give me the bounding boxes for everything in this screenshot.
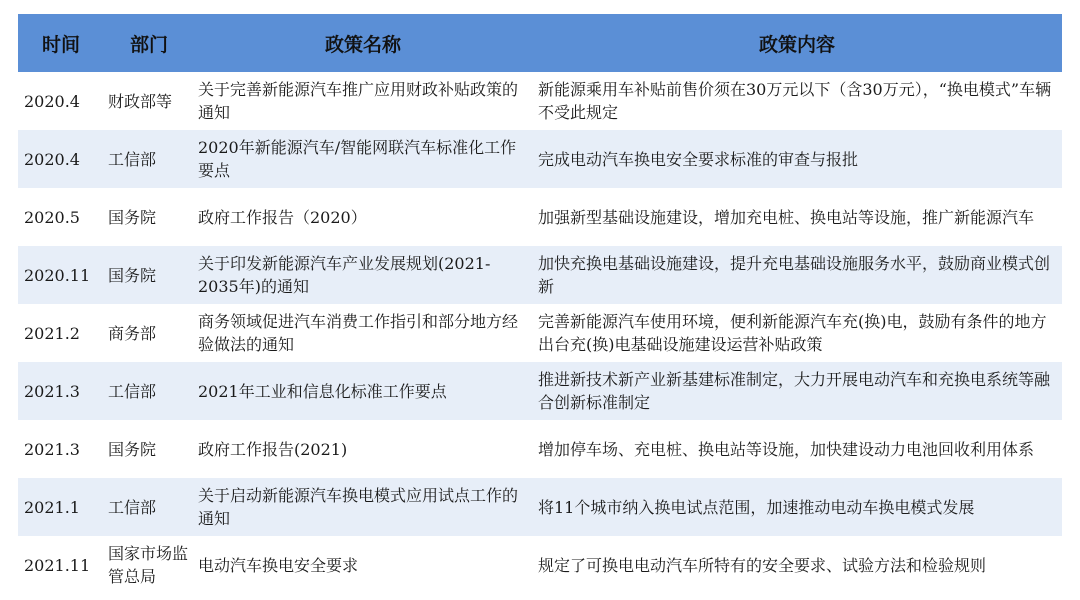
cell-policy-content: 完成电动汽车换电安全要求标准的审查与报批 [532, 130, 1062, 188]
header-department: 部门 [104, 14, 194, 72]
cell-policy-name: 政府工作报告(2021) [194, 420, 532, 478]
cell-policy-name: 关于完善新能源汽车推广应用财政补贴政策的通知 [194, 72, 532, 130]
cell-department: 商务部 [104, 304, 194, 362]
cell-policy-content: 规定了可换电电动汽车所特有的安全要求、试验方法和检验规则 [532, 536, 1062, 594]
table-row [18, 188, 1062, 246]
policy-table [18, 14, 1062, 594]
table-row [18, 536, 1062, 594]
cell-time: 2020.4 [18, 72, 104, 130]
header-policy-name: 政策名称 [194, 14, 532, 72]
table-row [18, 304, 1062, 362]
cell-policy-name: 2021年工业和信息化标准工作要点 [194, 362, 532, 420]
cell-time: 2021.3 [18, 420, 104, 478]
cell-time: 2021.1 [18, 478, 104, 536]
cell-policy-name: 关于启动新能源汽车换电模式应用试点工作的通知 [194, 478, 532, 536]
cell-department: 工信部 [104, 478, 194, 536]
cell-department: 工信部 [104, 362, 194, 420]
table-row [18, 362, 1062, 420]
header-time: 时间 [18, 14, 104, 72]
cell-policy-content: 新能源乘用车补贴前售价须在30万元以下（含30万元），“换电模式”车辆不受此规定 [532, 72, 1062, 130]
table-header-row [18, 14, 1062, 72]
table-row [18, 130, 1062, 188]
cell-time: 2021.3 [18, 362, 104, 420]
cell-time: 2021.2 [18, 304, 104, 362]
cell-policy-content: 加强新型基础设施建设，增加充电桩、换电站等设施，推广新能源汽车 [532, 188, 1062, 246]
cell-time: 2020.5 [18, 188, 104, 246]
cell-policy-name: 电动汽车换电安全要求 [194, 536, 532, 594]
cell-policy-name: 商务领域促进汽车消费工作指引和部分地方经验做法的通知 [194, 304, 532, 362]
cell-policy-content: 推进新技术新产业新基建标准制定，大力开展电动汽车和充换电系统等融合创新标准制定 [532, 362, 1062, 420]
cell-time: 2020.4 [18, 130, 104, 188]
cell-policy-name: 2020年新能源汽车/智能网联汽车标准化工作要点 [194, 130, 532, 188]
table-row [18, 246, 1062, 304]
table-row [18, 72, 1062, 130]
cell-department: 国务院 [104, 188, 194, 246]
cell-policy-content: 增加停车场、充电桩、换电站等设施，加快建设动力电池回收利用体系 [532, 420, 1062, 478]
table-row [18, 478, 1062, 536]
cell-department: 工信部 [104, 130, 194, 188]
table-row [18, 420, 1062, 478]
cell-policy-content: 完善新能源汽车使用环境，便利新能源汽车充(换)电，鼓励有条件的地方出台充(换)电基础设施建设运营补贴政策 [532, 304, 1062, 362]
cell-policy-content: 加快充换电基础设施建设，提升充电基础设施服务水平，鼓励商业模式创新 [532, 246, 1062, 304]
cell-policy-content: 将11个城市纳入换电试点范围，加速推动电动车换电模式发展 [532, 478, 1062, 536]
cell-department: 国务院 [104, 246, 194, 304]
cell-time: 2020.11 [18, 246, 104, 304]
cell-time: 2021.11 [18, 536, 104, 594]
cell-policy-name: 关于印发新能源汽车产业发展规划(2021-2035年)的通知 [194, 246, 532, 304]
cell-department: 国务院 [104, 420, 194, 478]
header-policy-content: 政策内容 [532, 14, 1062, 72]
cell-department: 国家市场监管总局 [104, 536, 194, 594]
cell-department: 财政部等 [104, 72, 194, 130]
policy-table-container [18, 14, 1062, 594]
cell-policy-name: 政府工作报告（2020） [194, 188, 532, 246]
